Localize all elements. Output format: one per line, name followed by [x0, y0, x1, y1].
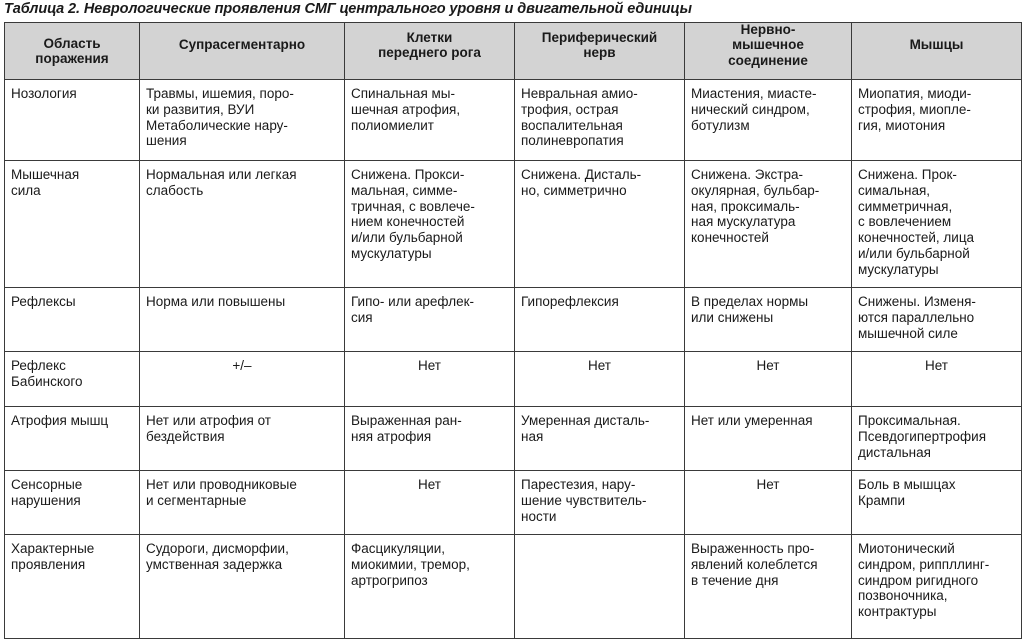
- table-cell: Нет или умеренная: [685, 407, 852, 471]
- table-cell: В пределах нормы или снижены: [685, 288, 852, 352]
- table-cell: Спинальная мы- шечная атрофия, полиомиелит: [345, 80, 515, 161]
- table-cell: Нормальная или легкая слабость: [140, 161, 345, 288]
- neurology-table: [4, 22, 1022, 639]
- table-row: [5, 352, 1022, 407]
- header-row: [5, 23, 1022, 80]
- header-muscles: Мышцы: [852, 23, 1022, 80]
- row-label: Сенсорные нарушения: [5, 471, 140, 535]
- table-cell: Боль в мышцах Крампи: [852, 471, 1022, 535]
- table-row: [5, 407, 1022, 471]
- table-cell: Выраженность про- явлений колеблется в течение дня: [685, 535, 852, 639]
- table-cell: Нет: [852, 352, 1022, 407]
- table-cell: Гипорефлексия: [515, 288, 685, 352]
- table-cell: Нет: [345, 352, 515, 407]
- table-cell: Гипо- или арефлек- сия: [345, 288, 515, 352]
- table-cell: [515, 535, 685, 639]
- table-cell: Парестезия, нару- шение чувствитель- ности: [515, 471, 685, 535]
- row-label: Рефлекс Бабинского: [5, 352, 140, 407]
- header-peripheral-nerve: Периферический нерв: [515, 23, 685, 80]
- table-cell: Проксимальная. Псевдогипертрофия дистальная: [852, 407, 1022, 471]
- table-row: [5, 161, 1022, 288]
- header-anterior-horn: Клетки переднего рога: [345, 23, 515, 80]
- table-row: [5, 535, 1022, 639]
- row-label: Мышечная сила: [5, 161, 140, 288]
- table-cell: Миотонический синдром, риппллинг- синдром ригидного позвоночника, контрактуры: [852, 535, 1022, 639]
- header-suprasegmental: Супрасегментарно: [140, 23, 345, 80]
- table-cell: Фасцикуляции, миокимии, тремор, артрогрипоз: [345, 535, 515, 639]
- table-cell: Снижена. Прок- симальная, симметричная, с вовлечением конечностей, лица и/или бульбарной мускулатуры: [852, 161, 1022, 288]
- table-cell: Судороги, дисморфии, умственная задержка: [140, 535, 345, 639]
- table-cell: Снижена. Дисталь- но, симметрично: [515, 161, 685, 288]
- table-row: [5, 471, 1022, 535]
- table-cell: Нет: [345, 471, 515, 535]
- table-row: [5, 288, 1022, 352]
- table-cell: +/–: [140, 352, 345, 407]
- table-cell: Выраженная ран- няя атрофия: [345, 407, 515, 471]
- table-cell: Норма или повышены: [140, 288, 345, 352]
- table-cell: Нет: [515, 352, 685, 407]
- table-cell: Нет: [685, 352, 852, 407]
- table-cell: Снижена. Экстра- окулярная, бульбар- ная, проксималь- ная мускулатура конечностей: [685, 161, 852, 288]
- table-cell: Нет или проводниковые и сегментарные: [140, 471, 345, 535]
- header-neuromuscular-junction: Нервно- мышечное соединение: [685, 23, 852, 80]
- header-area: Область поражения: [5, 23, 140, 80]
- table-cell: Травмы, ишемия, поро- ки развития, ВУИ Метаболические нару- шения: [140, 80, 345, 161]
- table-cell: Нет или атрофия от бездействия: [140, 407, 345, 471]
- table-cell: Умеренная дисталь- ная: [515, 407, 685, 471]
- row-label: Атрофия мышц: [5, 407, 140, 471]
- table-cell: Снижены. Изменя- ются параллельно мышечной силе: [852, 288, 1022, 352]
- table-cell: Снижена. Прокси- мальная, симме- тричная, с вовлече- нием конечностей и/или бульбарной мускулатуры: [345, 161, 515, 288]
- row-label: Рефлексы: [5, 288, 140, 352]
- table-row: [5, 80, 1022, 161]
- table-cell: Миопатия, миоди- строфия, миопле- гия, миотония: [852, 80, 1022, 161]
- table-cell: Миастения, миасте- нический синдром, ботулизм: [685, 80, 852, 161]
- row-label: Нозология: [5, 80, 140, 161]
- table-cell: Невральная амио- трофия, острая воспалительная полиневропатия: [515, 80, 685, 161]
- row-label: Характерные проявления: [5, 535, 140, 639]
- table-cell: Нет: [685, 471, 852, 535]
- table-caption: Таблица 2. Неврологические проявления СМГ центрального уровня и двигательной единицы: [4, 1, 692, 17]
